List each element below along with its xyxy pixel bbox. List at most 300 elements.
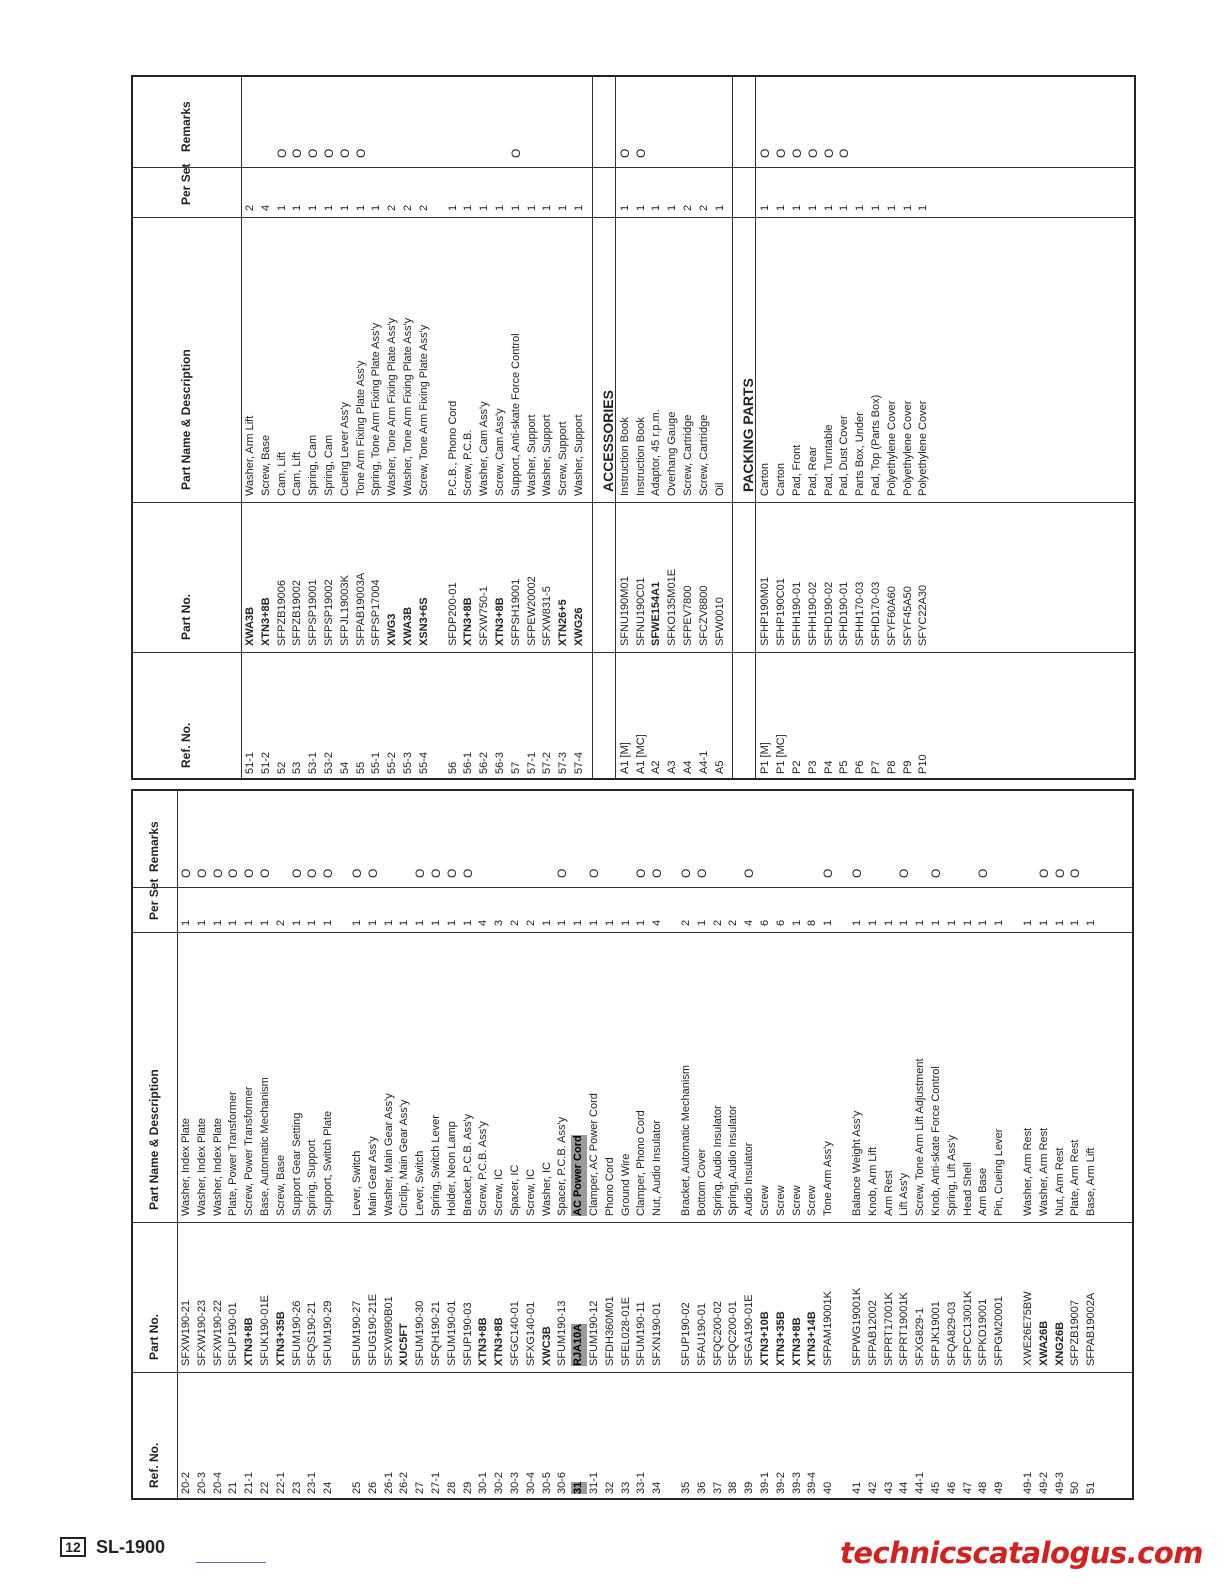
row-per: 1 <box>572 919 585 926</box>
row-part: SFDP200-01 <box>446 582 459 646</box>
row-ref: 34 <box>651 1481 664 1494</box>
column-divider <box>133 1372 1132 1373</box>
row-ref: 43 <box>882 1481 895 1494</box>
row-rem: O <box>587 868 601 878</box>
row-part: XWG26 <box>573 607 585 646</box>
row-part: SFDH360M01 <box>603 1296 616 1366</box>
row-part: SFUP190-02 <box>680 1302 692 1366</box>
row-per: 1 <box>370 204 383 211</box>
row-per: 1 <box>838 204 851 211</box>
row-rem: O <box>289 868 304 878</box>
row-per: 2 <box>697 204 710 211</box>
row-part: SFUP190-03 <box>461 1302 474 1366</box>
row-part: SFHP190M01 <box>759 576 772 646</box>
row-per: 1 <box>366 919 379 926</box>
row-per: 1 <box>1069 919 1082 926</box>
row-part: SFPAM19001K <box>822 1290 835 1366</box>
row-part: XTN26+5 <box>557 599 570 646</box>
row-part: SFPJK19001 <box>930 1301 942 1366</box>
row-ref: 22-1 <box>274 1471 287 1494</box>
header-divider <box>177 791 178 1498</box>
row-desc: Screw, Support <box>557 421 570 496</box>
row-desc: AC Power Cord <box>571 1135 587 1216</box>
row-ref: 56-2 <box>478 751 491 774</box>
row-per: 1 <box>275 204 288 211</box>
row-per: 1 <box>854 204 867 211</box>
column-divider <box>133 167 1134 168</box>
row-part: SFWE154A1 <box>650 581 663 646</box>
row-part: SFQC200-01 <box>727 1301 740 1366</box>
row-desc: Base, Arm Lift <box>1085 1147 1098 1216</box>
row-desc: Head Shell <box>961 1162 974 1216</box>
row-per: 1 <box>806 204 819 211</box>
row-part: XTN3+8B <box>494 597 506 646</box>
row-rem: O <box>774 148 789 158</box>
row-ref: P5 <box>838 760 851 774</box>
row-ref: 53-1 <box>307 751 320 774</box>
row-per: 1 <box>556 919 569 926</box>
row-rem: O <box>821 148 836 158</box>
row-per: 1 <box>666 204 679 211</box>
row-per: 1 <box>1085 919 1098 926</box>
row-ref: 55-2 <box>386 751 399 774</box>
row-per: 1 <box>822 919 835 926</box>
row-per: 1 <box>1053 919 1066 926</box>
row-rem: O <box>555 868 570 878</box>
row-part: SFKO135M01E <box>666 568 679 646</box>
row-per: 1 <box>885 204 898 211</box>
row-part: XTN3+10B <box>759 1311 771 1366</box>
row-rem: O <box>821 868 836 878</box>
row-desc: Spring, Tone Arm Fixing Plate Ass'y <box>370 322 383 496</box>
row-desc: Spacer, P.C.B. Ass'y <box>556 1116 569 1216</box>
row-desc: Pin, Cueing Lever <box>993 1128 1006 1216</box>
row-desc: Arm Base <box>977 1167 990 1216</box>
row-per: 1 <box>618 204 631 211</box>
row-part: XTN3+8B <box>477 1317 490 1366</box>
row-rem: O <box>306 148 321 158</box>
row-per: 1 <box>759 204 772 211</box>
row-per: 1 <box>414 919 427 926</box>
row-ref: P8 <box>885 760 898 774</box>
row-part: XTN3+8B <box>493 1317 506 1366</box>
row-part: SFXG829-1 <box>914 1307 927 1366</box>
row-per: 1 <box>446 204 459 211</box>
row-part: SFHD190-02 <box>822 581 835 646</box>
row-ref: 55-3 <box>402 751 414 774</box>
parts-table-right <box>131 75 1136 780</box>
row-part: SFUM190-13 <box>556 1300 569 1366</box>
row-ref: 56-1 <box>462 751 475 774</box>
row-desc: Overhang Gauge <box>666 411 679 496</box>
section-title: ACCESSORIES <box>599 390 616 492</box>
row-ref: 20-3 <box>195 1471 208 1494</box>
row-part: SFPAB12002 <box>866 1300 879 1366</box>
row-desc: Pad, Turntable <box>822 424 835 496</box>
row-per: 8 <box>806 919 819 926</box>
row-ref: 21 <box>227 1481 240 1494</box>
row-desc: Audio Insulator <box>743 1142 756 1216</box>
row-ref: 52 <box>275 761 288 774</box>
row-desc: Screw, P.C.B. Ass'y <box>477 1121 490 1216</box>
header-desc: Part Name & Description <box>147 1069 161 1210</box>
row-per: 1 <box>993 919 1006 926</box>
row-rem: O <box>850 868 864 878</box>
row-desc: Screw <box>806 1185 819 1216</box>
row-per: 1 <box>870 204 882 211</box>
row-ref: P10 <box>917 754 930 774</box>
row-ref: 49 <box>993 1481 1006 1494</box>
row-ref: P3 <box>806 760 819 774</box>
parts-table-left <box>131 789 1134 1500</box>
row-ref: 37 <box>711 1481 724 1494</box>
row-part: SFQC200-02 <box>711 1301 724 1366</box>
row-ref: 44-1 <box>914 1471 927 1494</box>
row-desc: Washer, Support <box>573 414 585 496</box>
row-desc: Polyethylene Cover <box>885 400 898 496</box>
row-desc: Screw, Cartridge <box>697 414 710 496</box>
section-divider <box>615 77 616 778</box>
row-desc: Knob, Arm Lift <box>866 1146 879 1216</box>
row-part: SFQH190-21 <box>430 1301 442 1366</box>
row-per: 4 <box>743 919 756 926</box>
row-ref: 54 <box>338 761 351 774</box>
row-rem: O <box>679 868 693 878</box>
row-desc: Washer, Arm Rest <box>1037 1127 1050 1216</box>
row-per: 1 <box>961 919 974 926</box>
row-per: 1 <box>634 204 647 211</box>
row-part: SFPSH19001 <box>509 578 522 646</box>
row-per: 2 <box>727 919 740 926</box>
row-part: XWE26E75BW <box>1022 1291 1034 1366</box>
row-per: 4 <box>651 919 664 926</box>
section-divider <box>755 77 756 778</box>
row-ref: 55 <box>354 761 367 774</box>
row-ref: P9 <box>901 760 914 774</box>
header-divider <box>241 77 242 778</box>
row-per: 1 <box>243 919 256 926</box>
row-part: SFNU190M01 <box>618 576 631 646</box>
row-ref: 49-3 <box>1053 1471 1066 1494</box>
row-rem: O <box>805 148 820 158</box>
row-ref: A3 <box>666 760 679 774</box>
row-ref: 55-1 <box>370 751 383 774</box>
row-ref: 30-2 <box>493 1471 506 1494</box>
row-part: SFPRT19001K <box>898 1292 911 1366</box>
row-ref: 27 <box>414 1481 427 1494</box>
row-per: 1 <box>603 919 616 926</box>
row-desc: Bracket, Automatic Mechanism <box>680 1064 692 1216</box>
row-part: SFPSP17004 <box>370 579 383 646</box>
row-desc: Screw, Tone Arm Lift Adjustment <box>914 1058 927 1216</box>
row-rem: O <box>897 868 912 878</box>
row-part: XNG26B <box>1053 1321 1066 1366</box>
row-rem: O <box>742 868 757 878</box>
row-part: XSN3+6S <box>417 597 430 646</box>
row-desc: Screw, Tone Arm Fixing Plate Ass'y <box>417 324 430 496</box>
row-per: 1 <box>882 919 895 926</box>
row-part: SFUG190-21E <box>366 1293 379 1366</box>
row-per: 1 <box>180 919 192 926</box>
row-desc: Screw, Cam Ass'y <box>494 408 506 496</box>
row-ref: 44 <box>898 1481 911 1494</box>
row-per: 4 <box>259 204 272 211</box>
row-desc: Main Gear Ass'y <box>366 1136 379 1216</box>
row-desc: Plate, Arm Rest <box>1069 1139 1082 1216</box>
row-per: 1 <box>509 204 522 211</box>
row-desc: Screw <box>774 1185 787 1216</box>
row-ref: 57-2 <box>541 751 554 774</box>
row-rem: O <box>365 868 380 878</box>
row-desc: Screw, Base <box>259 434 272 496</box>
row-desc: Carton <box>759 462 772 496</box>
row-desc: Washer, Index Plate <box>180 1117 192 1216</box>
row-part: SFUM190-12 <box>588 1300 600 1366</box>
row-ref: 51 <box>1085 1481 1098 1494</box>
row-part: SFXW190-23 <box>195 1299 208 1366</box>
row-ref: P6 <box>854 760 867 774</box>
row-per: 1 <box>866 919 879 926</box>
row-ref: 30-6 <box>556 1471 569 1494</box>
row-per: 1 <box>917 204 930 211</box>
row-rem: O <box>350 868 364 878</box>
row-rem: O <box>694 868 709 878</box>
row-rem: O <box>650 868 665 878</box>
row-ref: A2 <box>650 760 663 774</box>
section-title: PACKING PARTS <box>740 378 757 492</box>
row-rem: O <box>353 148 368 158</box>
row-per: 1 <box>291 204 304 211</box>
row-per: 2 <box>680 919 692 926</box>
row-part: SFPAB19002A <box>1085 1292 1098 1366</box>
row-ref: 56-3 <box>494 751 506 774</box>
row-desc: Balance Weight Ass'y <box>851 1110 863 1216</box>
row-desc: Polyethylene Cover <box>901 400 914 496</box>
row-desc: Circlip, Main Gear Ass'y <box>398 1099 411 1216</box>
column-divider <box>133 502 1134 503</box>
row-rem: O <box>179 868 193 878</box>
row-per: 1 <box>541 204 554 211</box>
row-part: SFUK190-01E <box>259 1295 271 1366</box>
row-part: SFXW750-1 <box>478 586 491 646</box>
row-per: 1 <box>227 919 240 926</box>
row-ref: 24 <box>322 1481 335 1494</box>
row-part: SFYF45A50 <box>901 586 914 646</box>
header-remarks: Remarks <box>179 101 193 152</box>
row-desc: Base, Automatic Mechanism <box>259 1077 271 1216</box>
row-per: 1 <box>1022 919 1034 926</box>
row-desc: Instruction Book <box>634 417 647 496</box>
column-divider <box>133 932 1132 933</box>
row-ref: 32 <box>603 1481 616 1494</box>
row-ref: 49-2 <box>1037 1471 1050 1494</box>
row-desc: Washer, Arm Lift <box>244 415 256 496</box>
row-part: SFAU190-01 <box>695 1303 708 1366</box>
row-desc: Instruction Book <box>618 417 631 496</box>
row-ref: P2 <box>791 760 803 774</box>
row-part: SFPZB19007 <box>1069 1299 1082 1366</box>
row-desc: Screw, Base <box>274 1154 287 1216</box>
row-ref: 30-5 <box>540 1471 553 1494</box>
website-watermark: technicscatalogus.com <box>840 1536 1203 1570</box>
row-part: SFQS190-21 <box>306 1301 319 1366</box>
row-rem: O <box>290 148 305 158</box>
row-part: XWA26B <box>1037 1320 1050 1366</box>
row-per: 1 <box>306 919 319 926</box>
row-desc: Support Gear Setting <box>290 1112 303 1216</box>
row-per: 1 <box>462 204 475 211</box>
row-part: SFPAB19003A <box>354 572 367 646</box>
row-part: SFPZB19006 <box>275 579 288 646</box>
row-per: 1 <box>822 204 835 211</box>
row-ref: 25 <box>351 1481 363 1494</box>
row-rem: O <box>322 148 336 158</box>
row-per: 1 <box>619 919 632 926</box>
row-ref: 53-2 <box>323 751 335 774</box>
row-part: SFPRT17001K <box>882 1292 895 1366</box>
row-desc: Parts Box, Under <box>854 412 867 496</box>
row-desc: Washer, Support <box>541 414 554 496</box>
row-rem: O <box>837 148 852 158</box>
row-ref: 36 <box>695 1481 708 1494</box>
row-rem: O <box>508 148 523 158</box>
row-ref: 56 <box>446 761 459 774</box>
row-desc: Phono Cord <box>603 1157 616 1216</box>
row-ref: 28 <box>445 1481 458 1494</box>
row-part: SFQA829-03 <box>945 1301 958 1366</box>
row-part: SFYF60A60 <box>885 586 898 646</box>
row-ref: P1 [M] <box>759 742 772 774</box>
row-desc: Spring, Support <box>306 1139 319 1216</box>
row-rem: O <box>758 148 773 158</box>
header-per: Per Set <box>179 163 193 205</box>
row-part: SFXW831-5 <box>541 586 554 646</box>
row-part: SFHH170-03 <box>854 581 867 646</box>
row-part: XUC5FT <box>398 1323 411 1366</box>
row-ref: 46 <box>945 1481 958 1494</box>
row-desc: Washer, Tone Arm Fixing Plate Ass'y <box>402 317 414 496</box>
row-ref: 48 <box>977 1481 990 1494</box>
row-ref: 31 <box>571 1482 587 1494</box>
row-part: SFNU190C01 <box>634 577 647 646</box>
row-part: SFPEV7800 <box>682 585 694 646</box>
row-part: XTN3+14B <box>806 1311 819 1366</box>
row-part: SFUM190-26 <box>290 1300 303 1366</box>
row-part: XTN3+8B <box>259 597 272 646</box>
row-ref: A1 [M] <box>618 742 631 774</box>
row-per: 2 <box>386 204 399 211</box>
row-desc: Cueing Lever Ass'y <box>338 402 351 496</box>
row-ref: 57 <box>509 761 522 774</box>
row-per: 1 <box>1037 919 1050 926</box>
row-part: SFHP190C01 <box>775 578 788 646</box>
row-per: 1 <box>650 204 663 211</box>
row-rem: O <box>305 868 320 878</box>
row-part: SFPSP19001 <box>307 579 320 646</box>
row-ref: 51-1 <box>244 751 256 774</box>
row-per: 1 <box>898 919 911 926</box>
row-per: 1 <box>430 919 442 926</box>
row-desc: Screw, Cartridge <box>682 414 694 496</box>
row-desc: Spring, Switch Lever <box>430 1115 442 1216</box>
row-desc: Carton <box>775 462 788 496</box>
row-desc: Support, Anti-skate Force Control <box>509 333 522 496</box>
row-part: XWA3B <box>244 606 256 646</box>
row-per: 1 <box>445 919 458 926</box>
row-desc: Nut, Arm Rest <box>1053 1147 1066 1216</box>
row-rem: O <box>258 868 272 878</box>
column-divider <box>133 652 1134 653</box>
row-part: SFUM190-29 <box>322 1300 335 1366</box>
row-rem: O <box>1068 868 1083 878</box>
row-per: 1 <box>259 919 271 926</box>
row-desc: Ground Wire <box>619 1153 632 1216</box>
section-divider <box>732 77 733 778</box>
row-part: XTN3+8B <box>243 1317 256 1366</box>
row-ref: 51-2 <box>259 751 272 774</box>
row-part: SFXW190-21 <box>180 1299 192 1366</box>
row-desc: Clamper, AC Power Cord <box>588 1093 600 1216</box>
model-name: SL-1900 <box>96 1537 166 1557</box>
row-per: 1 <box>901 204 914 211</box>
row-desc: Washer, Support <box>525 414 538 496</box>
row-desc: Holder, Neon Lamp <box>445 1121 458 1216</box>
row-part: SFUM190-30 <box>414 1300 427 1366</box>
header-per: Per Set <box>147 878 161 920</box>
page-number: 12 <box>60 1537 86 1557</box>
row-per: 2 <box>244 204 256 211</box>
row-desc: Pad, Front <box>791 444 803 496</box>
row-per: 1 <box>398 919 411 926</box>
row-desc: Clamper, Phono Cord <box>635 1110 648 1216</box>
header-remarks: Remarks <box>147 821 161 872</box>
row-part: SFHH190-02 <box>806 581 819 646</box>
row-ref: 57-1 <box>525 751 538 774</box>
row-part: SFXN190-01 <box>651 1302 664 1366</box>
row-ref: 27-1 <box>430 1471 442 1494</box>
row-rem: O <box>429 868 443 878</box>
row-part: SFGC140-01 <box>509 1301 521 1366</box>
row-desc: Knob, Anti-skate Force Control <box>930 1066 942 1216</box>
row-ref: 57-4 <box>573 751 585 774</box>
column-divider <box>133 887 1132 888</box>
column-divider <box>133 217 1134 218</box>
row-part: SFHD170-03 <box>870 581 882 646</box>
row-per: 2 <box>524 919 537 926</box>
row-rem: O <box>274 148 289 158</box>
row-rem: O <box>337 148 352 158</box>
row-rem: O <box>976 868 991 878</box>
row-ref: 55-4 <box>417 751 430 774</box>
row-ref: 47 <box>961 1481 974 1494</box>
row-part: SFUM190-01 <box>445 1300 458 1366</box>
row-ref: 33 <box>619 1481 632 1494</box>
row-per: 1 <box>945 919 958 926</box>
row-part: SFUM190-11 <box>635 1301 648 1366</box>
row-part: SFXG140-01 <box>524 1301 537 1366</box>
row-per: 1 <box>461 919 474 926</box>
row-rem: O <box>321 868 336 878</box>
row-part: XWC3B <box>540 1326 553 1366</box>
row-ref: 29 <box>461 1481 474 1494</box>
row-desc: Adaptor, 45 r.p.m. <box>650 409 663 496</box>
row-ref: 21-1 <box>243 1471 256 1494</box>
row-per: 1 <box>525 204 538 211</box>
row-part: SFEL028-01E <box>619 1296 632 1366</box>
row-desc: Screw <box>790 1185 803 1216</box>
row-part: XTN3+8B <box>462 597 475 646</box>
row-ref: 22 <box>259 1481 271 1494</box>
